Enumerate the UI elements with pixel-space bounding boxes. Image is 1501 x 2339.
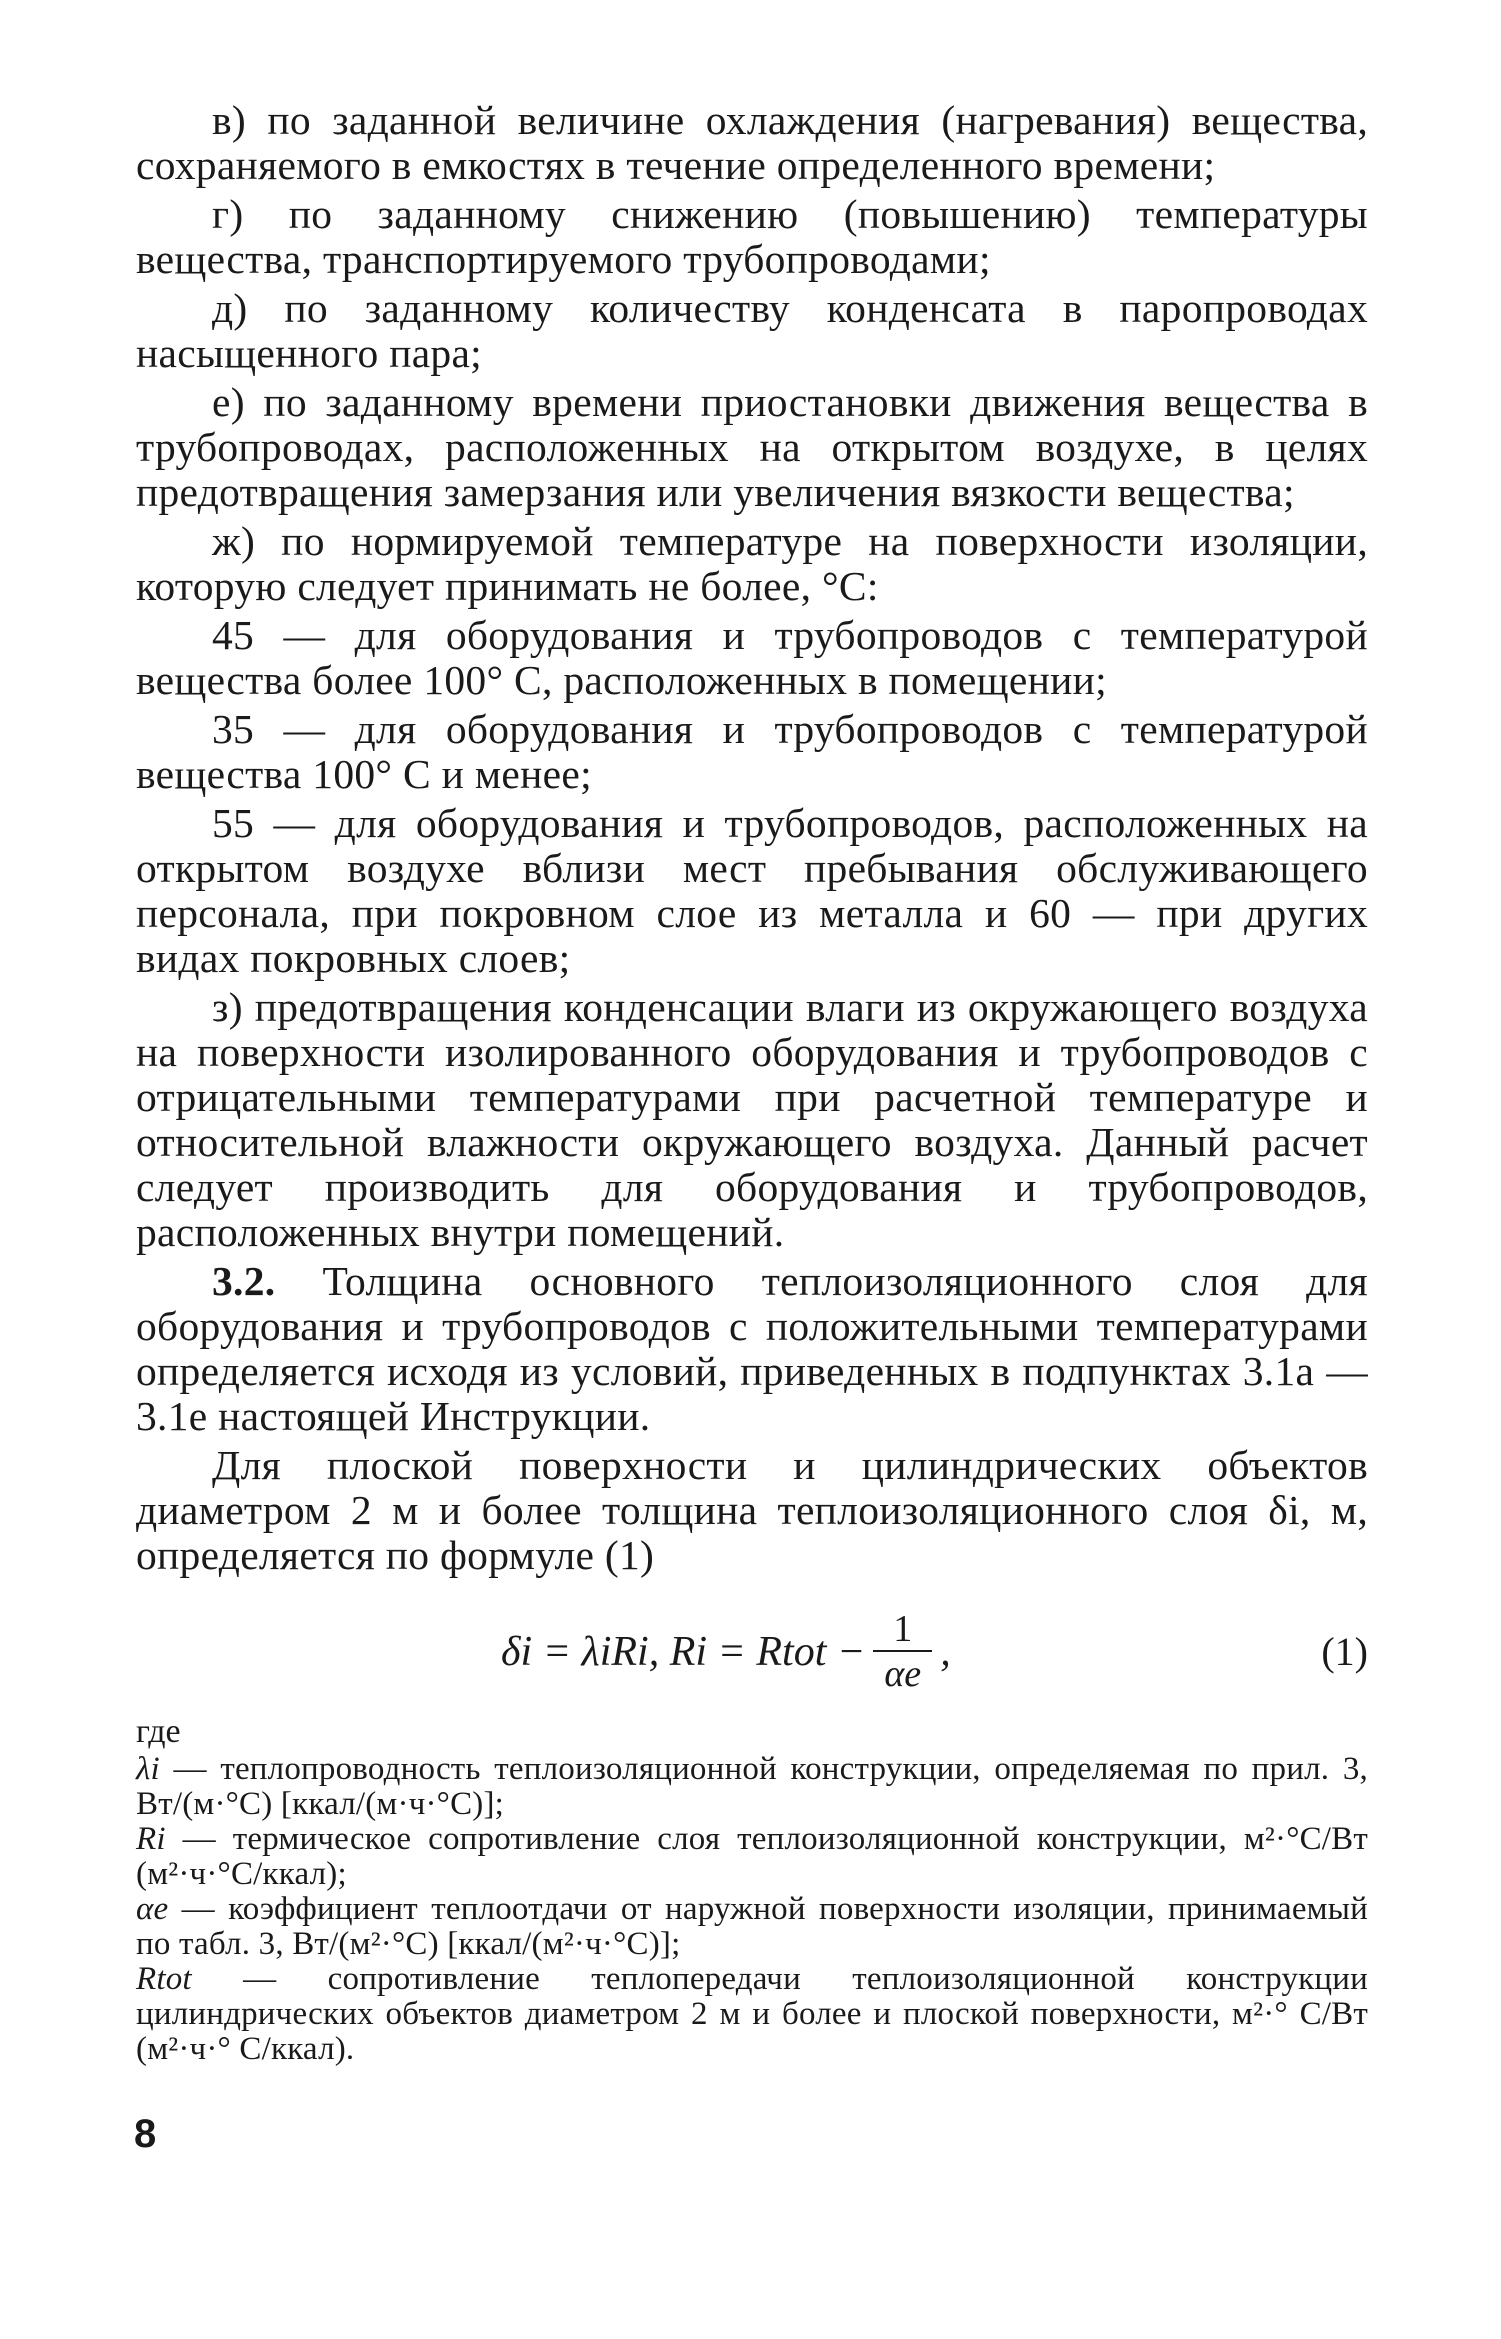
paragraph-35: 35 — для оборудования и трубопроводов с температурой вещества 100° С и менее; [136,706,1368,797]
paragraph-55: 55 — для оборудования и трубопроводов, расположенных на открытом воздухе вблизи мест пребывания обслуживающего персонала, при покровном слое из металла и 60 — при других видах покровных слоев; [136,800,1368,981]
definition-text: — коэффициент теплоотдачи от наружной поверхности изоляции, принимаемый по табл. 3, Вт/(м²·°С) [ккал/(м²·ч·°С)]; [136,1891,1368,1962]
formula [501,1608,951,1696]
formula-intro: Для плоской поверхности и цилиндрических объектов диаметром 2 м и более толщина теплоизоляционного слоя δi, м, определяется по формуле (1) [136,1442,1368,1578]
paragraph-e: е) по заданному времени приостановки движения вещества в трубопроводах, расположенных на открытом воздухе, в целях предотвращения замерзания или увеличения вязкости вещества; [136,379,1368,515]
paragraph-z: з) предотвращения конденсации влаги из окружающего воздуха на поверхности изолированного оборудования и трубопроводов с отрицательными температурами при расчетной температуре и относительной влажности окружающего воздуха. Данный расчет следует производить для оборудования и трубопроводов, расположенных внутри помещений. [136,984,1368,1255]
definition-text: — термическое сопротивление слоя теплоизоляционной конструкции, м²·°С/Вт (м²·ч·°С/ккал); [136,1821,1368,1892]
fraction-denominator: αe [884,1653,922,1695]
definition-symbol: λi [136,1751,160,1787]
page-number: 8 [134,2112,157,2156]
section-number: 3.2. [212,1258,276,1304]
fraction-numerator: 1 [873,1608,932,1652]
paragraph-45: 45 — для оборудования и трубопроводов с температурой вещества более 100° С, расположенных в помещении; [136,612,1368,703]
formula-block [136,1586,1368,1704]
definition-text: — сопротивление теплопередачи теплоизоляционной конструкции цилиндрических объектов диаметром 2 м и более и плоской поверхности, м²·° С/Вт (м²·ч·° С/ккал). [136,1961,1368,2067]
definition-r [136,1822,1368,1892]
formula-left: δi = λiRi, Ri = Rtot − [501,1629,866,1675]
formula-trailing: , [940,1629,951,1675]
paragraph-zh: ж) по нормируемой температуре на поверхности изоляции, которую следует принимать не более, °С: [136,518,1368,609]
paragraph-g: г) по заданному снижению (повышению) температуры вещества, транспортируемого трубопроводами; [136,191,1368,282]
document-page [136,98,1368,2067]
formula-fraction [873,1608,932,1696]
section-text: Толщина основного теплоизоляционного слоя для оборудования и трубопроводов с положительными температурами определяется исходя из условий, приведенных в подпунктах 3.1а — 3.1е настоящей Инструкции. [136,1258,1368,1439]
where-label: где [136,1713,181,1750]
paragraph-d: д) по заданному количеству конденсата в паропроводах насыщенного пара; [136,285,1368,376]
definition-alpha [136,1892,1368,1962]
definition-text: — теплопроводность теплоизоляционной конструкции, определяемая по прил. 3, Вт/(м·°С) [ккал/(м·ч·°С)]; [136,1751,1368,1822]
equation-number: (1) [1321,1629,1368,1674]
definition-symbol: αe [136,1891,169,1927]
definition-symbol: Rtot [136,1961,192,1997]
definition-symbol: Ri [136,1821,166,1857]
section-3-2 [136,1259,1368,1439]
definition-rtot [136,1962,1368,2067]
definition-lambda [136,1752,1368,1822]
paragraph-v: в) по заданной величине охлаждения (нагревания) вещества, сохраняемого в емкостях в течение определенного времени; [136,97,1368,188]
